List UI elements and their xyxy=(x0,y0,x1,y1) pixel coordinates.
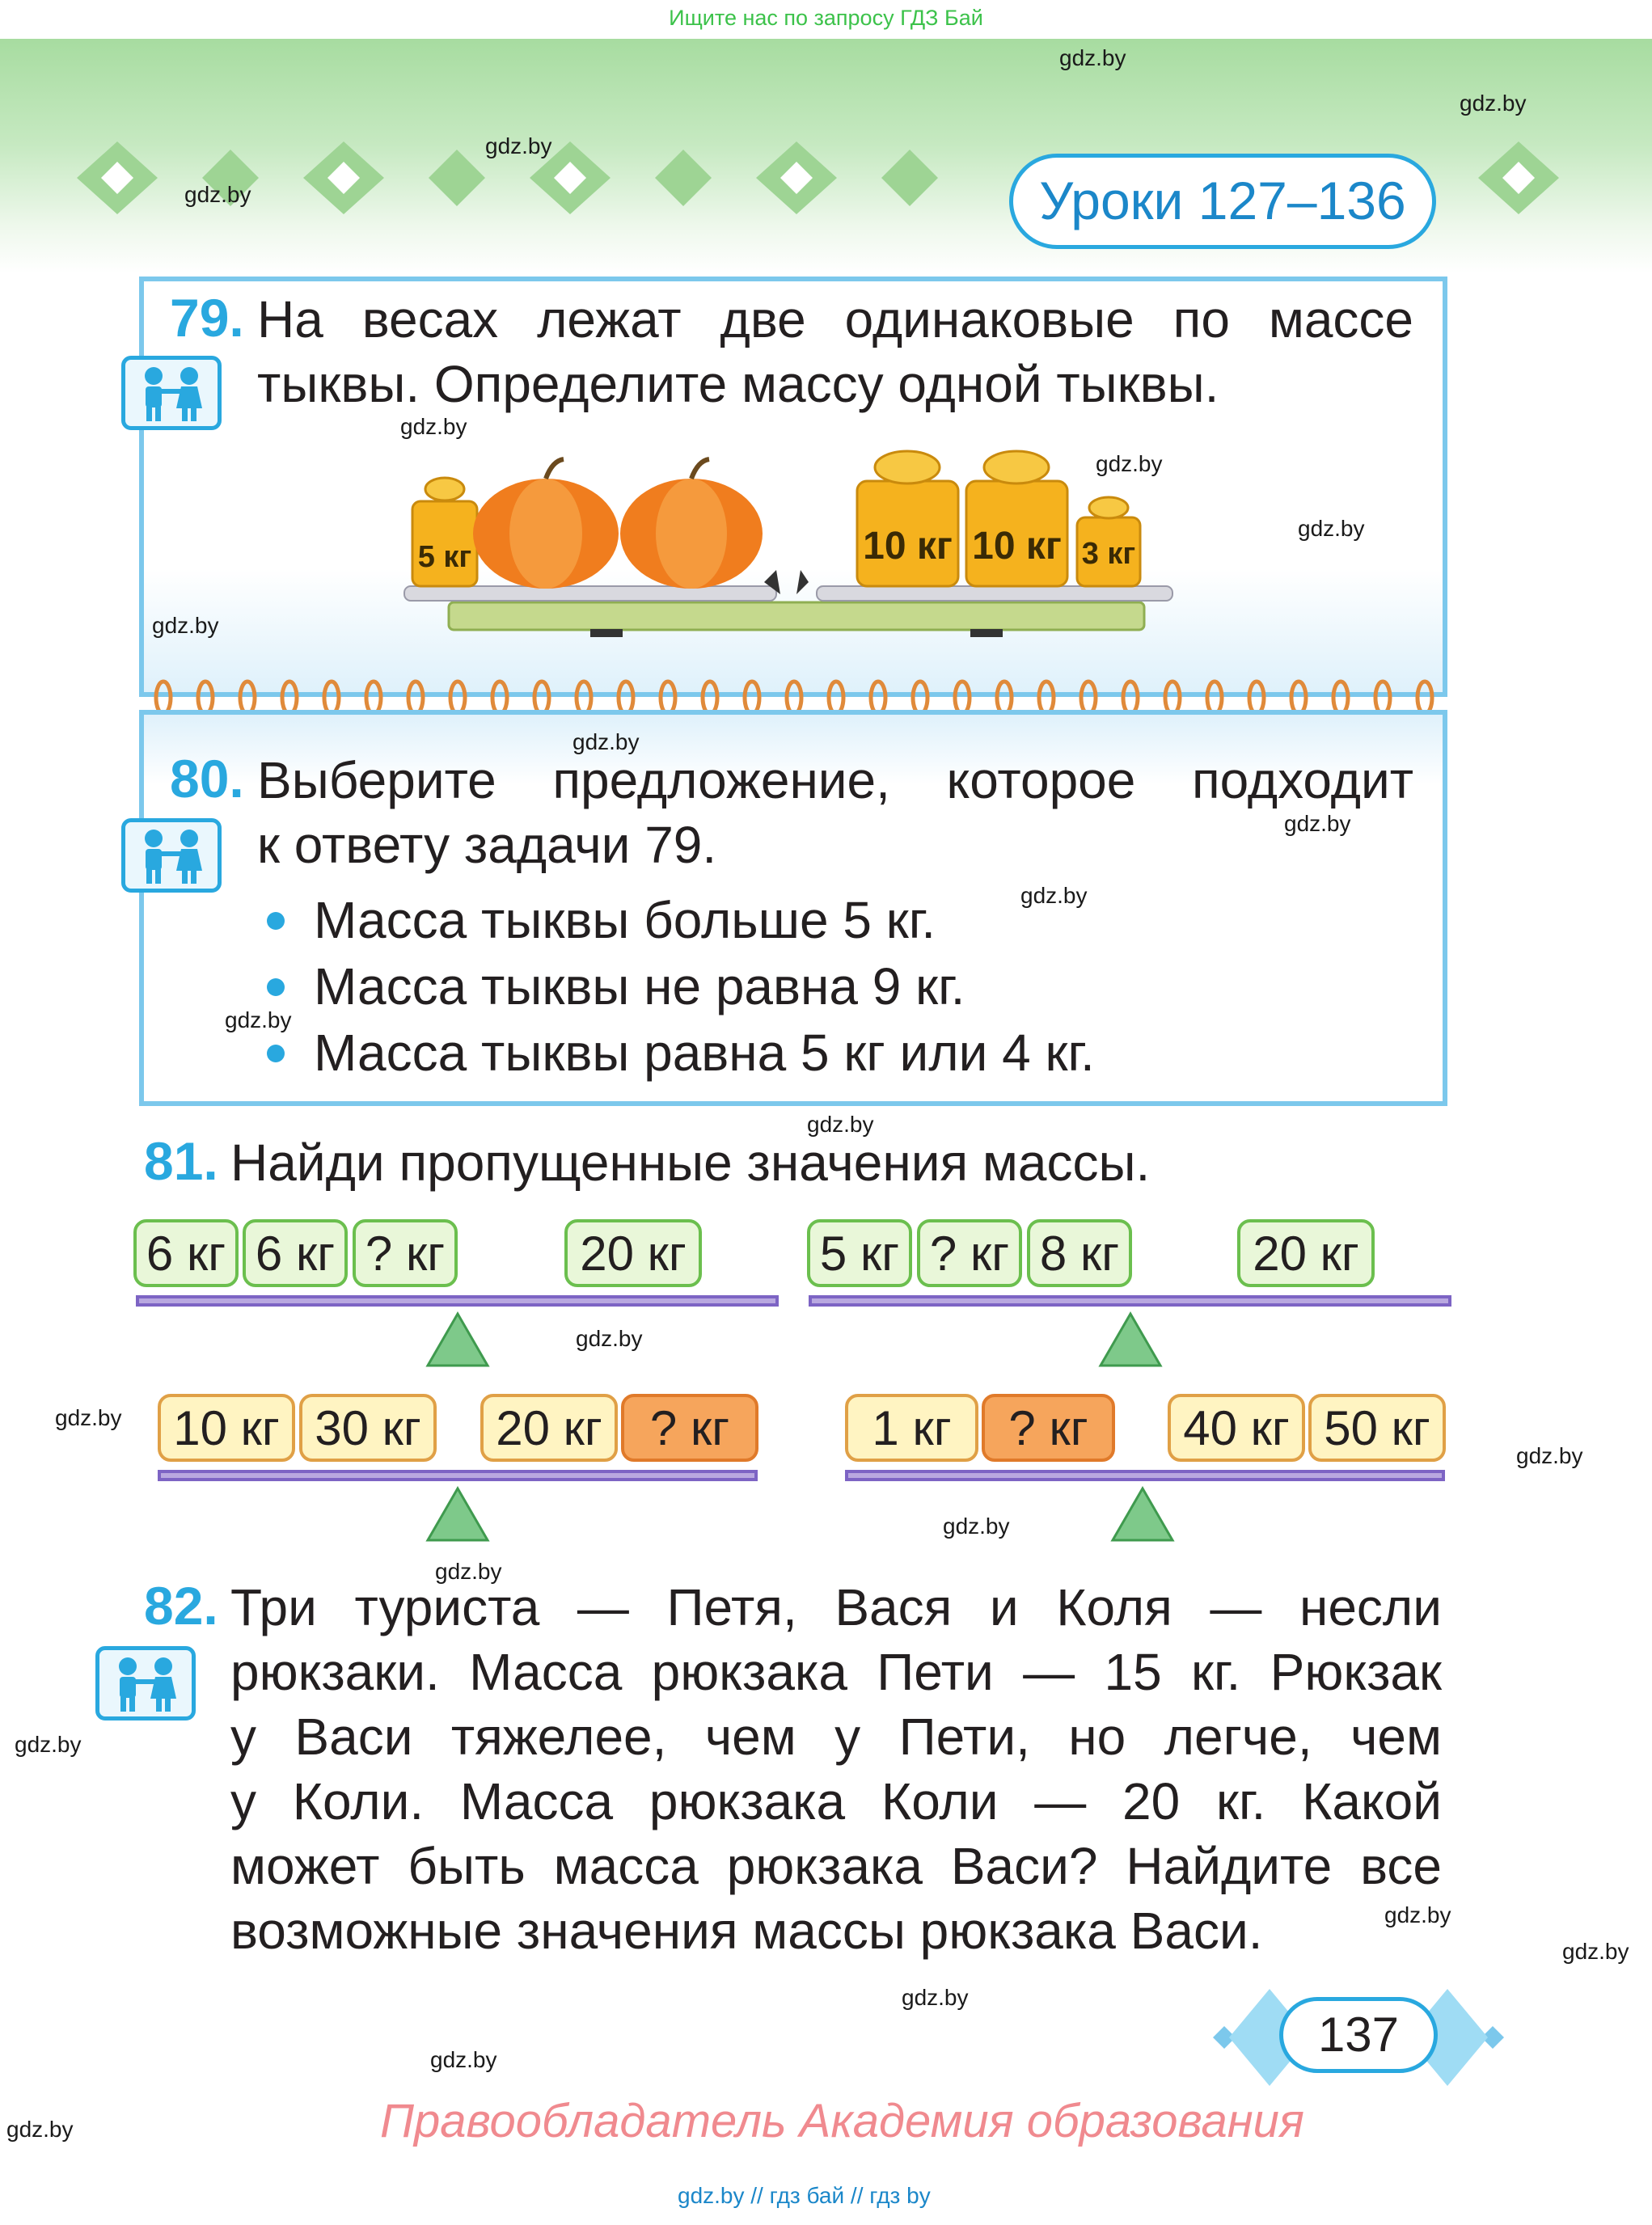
watermark: gdz.by xyxy=(485,133,552,158)
lessons-badge: Уроки 127–136 xyxy=(1009,154,1436,249)
scale-beam xyxy=(845,1470,1445,1481)
weight-box: 1 кг xyxy=(845,1394,978,1462)
task80-option: Масса тыквы больше 5 кг. xyxy=(314,891,936,949)
task82-line: у Васи тяжелее, чем у Пети, но легче, чем xyxy=(230,1708,1442,1766)
weight-box: 6 кг xyxy=(133,1219,239,1287)
scale-fulcrum xyxy=(425,1311,490,1368)
weight-label: 3 кг xyxy=(1081,537,1136,571)
task80-number: 80. xyxy=(170,749,244,809)
watermark: gdz.by xyxy=(807,1112,874,1137)
watermark: gdz.by xyxy=(400,414,467,439)
watermark: gdz.by xyxy=(572,729,640,754)
watermark: gdz.by xyxy=(943,1514,1010,1539)
weight-box: 40 кг xyxy=(1168,1394,1305,1462)
watermark: gdz.by xyxy=(430,2047,497,2072)
pair-work-icon xyxy=(121,818,222,893)
pumpkin-scale-illustration xyxy=(396,420,1189,655)
pair-work-icon xyxy=(95,1646,196,1720)
scale-fulcrum xyxy=(1110,1486,1175,1543)
watermark: gdz.by xyxy=(576,1326,643,1351)
top-banner-text: Ищите нас по запросу ГДЗ Бай xyxy=(669,6,983,30)
task82-line: рюкзаки. Масса рюкзака Пети — 15 кг. Рюкзак xyxy=(230,1643,1442,1701)
bullet-icon xyxy=(267,912,285,930)
watermark: gdz.by xyxy=(1284,811,1351,836)
watermark: gdz.by xyxy=(1059,45,1126,70)
weight-label: 5 кг xyxy=(417,540,472,574)
watermark: gdz.by xyxy=(6,2117,74,2142)
bullet-icon xyxy=(267,978,285,996)
page-number: 137 xyxy=(1279,1997,1438,2073)
weight-box: 8 кг xyxy=(1027,1219,1132,1287)
watermark: gdz.by xyxy=(1562,1939,1629,1964)
weight-box: ? кг xyxy=(982,1394,1115,1462)
watermark: gdz.by xyxy=(15,1732,82,1757)
watermark: gdz.by xyxy=(1298,516,1365,541)
task82-number: 82. xyxy=(144,1576,218,1636)
weight-box: ? кг xyxy=(917,1219,1022,1287)
task82-line: может быть масса рюкзака Васи? Найдите все xyxy=(230,1837,1442,1895)
watermark: gdz.by xyxy=(1460,91,1527,116)
weight-box: 20 кг xyxy=(480,1394,618,1462)
task80-line2: к ответу задачи 79. xyxy=(257,816,717,874)
weight-box: 5 кг xyxy=(807,1219,912,1287)
scale-fulcrum xyxy=(1098,1311,1163,1368)
weight-box: 30 кг xyxy=(299,1394,437,1462)
scale-beam xyxy=(809,1295,1451,1307)
watermark: gdz.by xyxy=(55,1405,122,1430)
scale-fulcrum xyxy=(425,1486,490,1543)
task82-line: возможные значения массы рюкзака Васи. xyxy=(230,1902,1263,1960)
task82-line: Три туриста — Петя, Вася и Коля — несли xyxy=(230,1578,1442,1636)
watermark: gdz.by xyxy=(1516,1443,1583,1468)
weight-box: ? кг xyxy=(353,1219,458,1287)
watermark: gdz.by xyxy=(1384,1902,1451,1927)
watermark: gdz.by xyxy=(184,182,251,207)
task81-number: 81. xyxy=(144,1131,218,1191)
weight-box: 6 кг xyxy=(243,1219,348,1287)
task82-line: у Коли. Масса рюкзака Коли — 20 кг. Какой xyxy=(230,1772,1442,1830)
weight-box: 50 кг xyxy=(1308,1394,1446,1462)
copyright-note: Правообладатель Академия образования xyxy=(380,2095,1304,2147)
pair-work-icon xyxy=(121,356,222,430)
bullet-icon xyxy=(267,1045,285,1062)
task80-line1: Выберите предложение, которое подходит xyxy=(257,751,1413,809)
watermark: gdz.by xyxy=(1096,451,1163,476)
weight-label: 10 кг xyxy=(863,525,953,568)
task79-number: 79. xyxy=(170,288,244,348)
weight-label: 10 кг xyxy=(972,525,1062,568)
ornament-right xyxy=(1462,137,1575,218)
task81-text: Найди пропущенные значения массы. xyxy=(230,1134,1151,1192)
watermark: gdz.by xyxy=(225,1007,292,1032)
scale-beam xyxy=(158,1470,758,1481)
task79-line2: тыквы. Определите массу одной тыквы. xyxy=(257,355,1219,413)
scale-beam xyxy=(136,1295,779,1307)
weight-box: 20 кг xyxy=(564,1219,702,1287)
task79-line1: На весах лежат две одинаковые по массе xyxy=(257,290,1413,348)
task80-option: Масса тыквы не равна 9 кг. xyxy=(314,957,965,1015)
top-banner xyxy=(0,0,1652,39)
watermark: gdz.by xyxy=(435,1559,502,1584)
watermark: gdz.by xyxy=(152,613,219,638)
watermark: gdz.by xyxy=(902,1985,969,2010)
weight-box: 10 кг xyxy=(158,1394,295,1462)
weight-box: 20 кг xyxy=(1237,1219,1375,1287)
weight-box: ? кг xyxy=(621,1394,758,1462)
task80-option: Масса тыквы равна 5 кг или 4 кг. xyxy=(314,1024,1095,1082)
watermark: gdz.by xyxy=(1020,883,1088,908)
bottom-links: gdz.by // гдз бай // гдз by xyxy=(678,2183,931,2208)
